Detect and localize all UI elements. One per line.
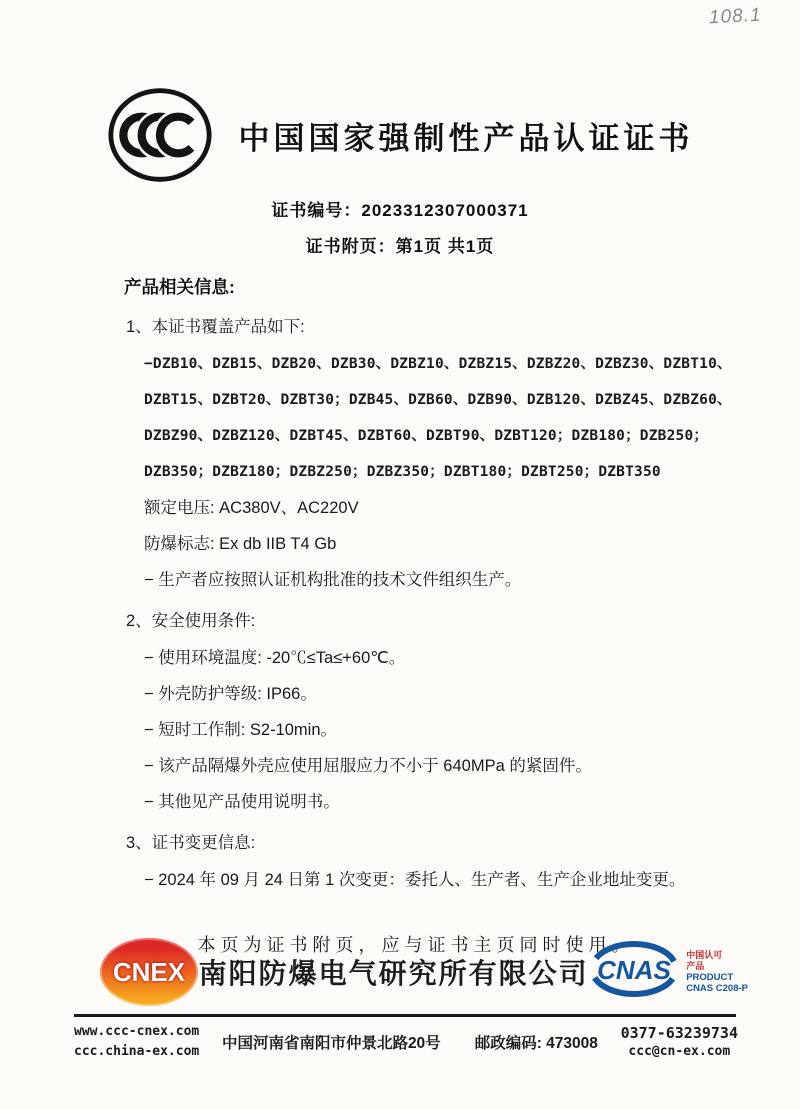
certificate-meta (0, 196, 800, 257)
footer-divider (74, 1014, 736, 1017)
header (0, 86, 800, 184)
model-list-line: −DZB10、DZB15、DZB20、DZB30、DZBZ10、DZBZ15、DZBZ20、DZBZ30、DZBT10、 (144, 356, 732, 372)
attachment-usage-note: 本页为证书附页，应与证书主页同时使用。 (197, 935, 635, 955)
website-line: ccc.china-ex.com (74, 1044, 200, 1059)
cnas-mark (589, 939, 748, 1006)
cnex-logo-text: CNEX (112, 956, 186, 987)
safety-condition: − 外壳防护等级: IP66。 (144, 685, 317, 703)
producer-note: − 生产者应按照认证机构批准的技术文件组织生产。 (144, 571, 522, 589)
website-line: www.ccc-cnex.com (74, 1024, 200, 1039)
model-list-line: DZBZ90、DZBZ120、DZBT45、DZBT60、DZBT90、DZBT120；DZB180；DZB250； (144, 428, 709, 444)
safety-condition: − 短时工作制: S2-10min。 (144, 721, 338, 739)
handwritten-page-number: 108.1 (708, 4, 763, 29)
rated-voltage: 额定电压: AC380V、AC220V (144, 499, 359, 517)
email-address: ccc@cn-ex.com (628, 1044, 731, 1059)
issuer-company-name: 南阳防爆电气研究所有限公司 (198, 958, 589, 989)
model-list-line: DZB350；DZBZ180；DZBZ250；DZBZ350；DZBT180；DZBT250；DZBT350 (144, 464, 661, 480)
section1-heading: 1、本证书覆盖产品如下: (126, 318, 305, 336)
safety-condition: − 使用环境温度: -20℃≤Ta≤+60℃。 (144, 649, 406, 667)
cnas-en-line: CNAS C208-P (686, 983, 748, 994)
footer-logo-row (0, 938, 800, 1006)
cnas-en-line: PRODUCT (686, 972, 734, 983)
cnas-cn-line: 产品 (686, 961, 705, 971)
postal-code: 邮政编码: 473008 (474, 1035, 598, 1052)
section3-heading: 3、证书变更信息: (126, 834, 256, 852)
ccc-mark-icon (107, 86, 213, 184)
certificate-body (0, 268, 800, 957)
svg-text:CNAS: CNAS (597, 954, 672, 985)
attachment-page-info: 证书附页：第1页 共1页 (305, 237, 495, 256)
address: 中国河南省南阳市仲景北路20号 (221, 1035, 441, 1052)
section-title-product-info: 产品相关信息: (124, 277, 235, 297)
safety-condition: − 其他见产品使用说明书。 (144, 793, 340, 811)
document-title: 中国国家强制性产品认证证书 (238, 120, 694, 156)
contact-bar (0, 1022, 800, 1062)
websites (74, 1022, 199, 1062)
section2-heading: 2、安全使用条件: (126, 612, 256, 630)
cnas-logo-icon (589, 939, 681, 1006)
ex-marking: 防爆标志: Ex db IIB T4 Gb (144, 535, 337, 553)
cnas-cn-line: 中国认可 (686, 950, 723, 960)
cnex-logo-icon (100, 938, 198, 1006)
certificate-number: 证书编号：2023312307000371 (271, 201, 529, 220)
phone-email-block (621, 1023, 738, 1061)
address-block (222, 1031, 598, 1053)
safety-condition: − 该产品隔爆外壳应使用屈服应力不小于 640MPa 的紧固件。 (144, 757, 592, 775)
model-list-line: DZBT15、DZBT20、DZBT30；DZB45、DZB60、DZB90、DZB120、DZBZ45、DZBZ60、 (144, 392, 732, 408)
phone-number: 0377-63239734 (620, 1024, 738, 1042)
cnas-side-text (686, 950, 748, 994)
change-record: − 2024 年 09 月 24 日第 1 次变更：委托人、生产者、生产企业地址变更。 (144, 871, 686, 889)
